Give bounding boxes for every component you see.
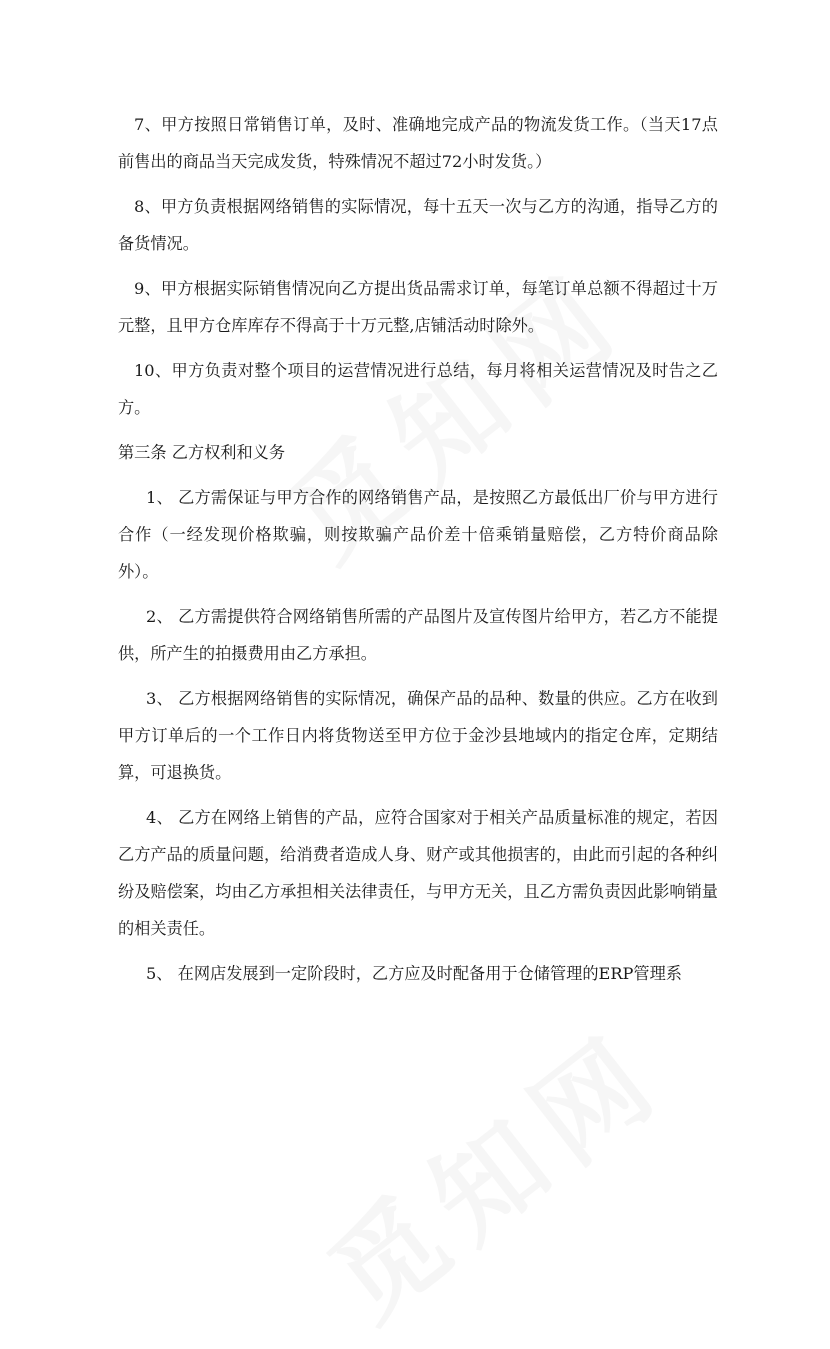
clause-7: 7、甲方按照日常销售订单，及时、准确地完成产品的物流发货工作。（当天17点前售出的商品当天完成发货，特殊情况不超过72小时发货。）: [118, 115, 718, 171]
party-b-clause-4: 4、 乙方在网络上销售的产品，应符合国家对于相关产品质量标准的规定，若因乙方产品的质量问题，给消费者造成人身、财产或其他损害的，由此而引起的各种纠纷及赔偿案，均由乙方承担相关法律责任，与甲方无关，且乙方需负责因此影响销量的相关责任。: [118, 808, 718, 938]
clause-10: 10、甲方负责对整个项目的运营情况进行总结，每月将相关运营情况及时告之乙方。: [118, 361, 718, 417]
party-b-clause-5: 5、 在网店发展到一定阶段时，乙方应及时配备用于仓储管理的ERP管理系: [146, 964, 682, 983]
watermark-bottom: [292, 989, 692, 1349]
party-b-clause-3: 3、 乙方根据网络销售的实际情况，确保产品的品种、数量的供应。乙方在收到甲方订单后的一个工作日内将货物送至甲方位于金沙县地域内的指定仓库，定期结算，可退换货。: [118, 689, 718, 782]
document-body: [118, 106, 718, 1000]
clause-8: 8、甲方负责根据网络销售的实际情况，每十五天一次与乙方的沟通，指导乙方的备货情况。: [118, 197, 718, 253]
party-b-clause-1: 1、 乙方需保证与甲方合作的网络销售产品，是按照乙方最低出厂价与甲方进行合作（一经发现价格欺骗，则按欺骗产品价差十倍乘销量赔偿，乙方特价商品除外）。: [118, 488, 718, 581]
section-heading-article-3: 第三条 乙方权利和义务: [118, 443, 286, 462]
clause-9: 9、甲方根据实际销售情况向乙方提出货品需求订单，每笔订单总额不得超过十万元整，且甲方仓库库存不得高于十万元整,店铺活动时除外。: [118, 279, 718, 335]
party-b-clause-2: 2、 乙方需提供符合网络销售所需的产品图片及宣传图片给甲方，若乙方不能提供，所产生的拍摄费用由乙方承担。: [118, 607, 718, 663]
